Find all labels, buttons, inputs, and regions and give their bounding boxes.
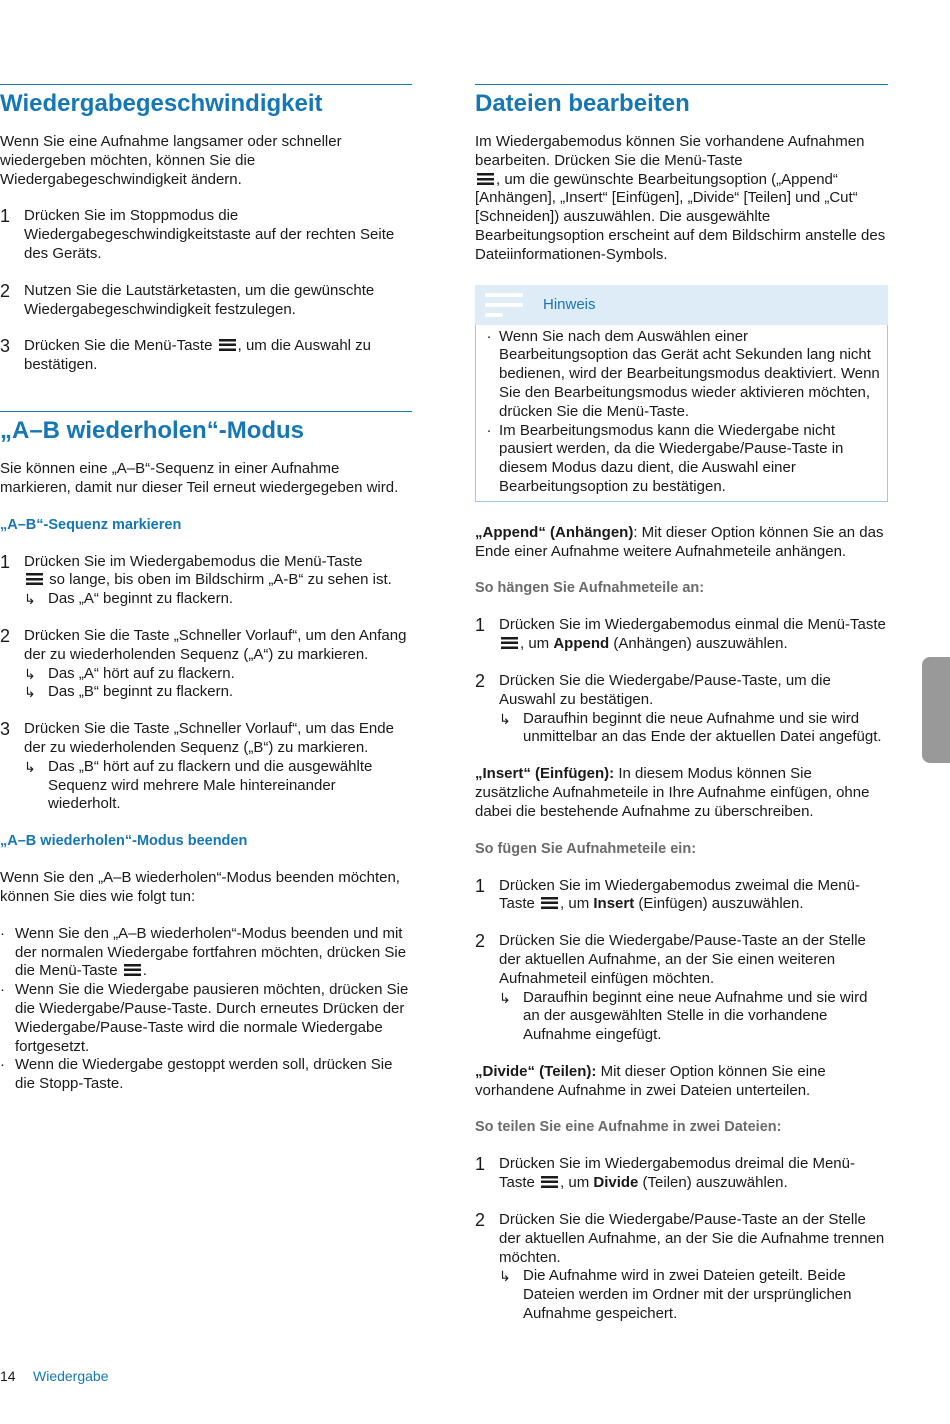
note-icon: [475, 285, 543, 325]
note-item-text: Im Bearbeitungsmodus kann die Wiedergabe nicht pausiert werden, da die Wiedergabe/Pause-Taste in diesem Modus dazu dient, die Auswahl einer Bearbeitungsoption zu bestätigen.: [499, 421, 844, 495]
step-text: Drücken Sie im Stoppmodus die Wiedergabegeschwindigkeitstaste auf der rechten Seite des Geräts.: [24, 207, 395, 262]
step: [0, 207, 412, 263]
step: [0, 553, 412, 609]
step: [475, 1211, 888, 1324]
step-number: 2: [475, 1210, 486, 1231]
result-text: Das „A“ hört auf zu flackern.: [48, 664, 235, 682]
insert-howto: So fügen Sie Aufnahmeteile ein:: [475, 840, 697, 857]
step-text: Nutzen Sie die Lautstärketasten, um die gewünschte Wiedergabegeschwindigkeit festzulegen.: [24, 281, 375, 318]
step-text: Drücken Sie die Taste „Schneller Vorlauf“, um das Ende der zu wiederholenden Sequenz („B“) zu markieren.: [24, 720, 394, 756]
step-text-part: Drücken Sie im Wiedergabemodus zweimal die Menü-Taste: [499, 876, 860, 913]
menu-icon: [124, 964, 141, 976]
step-text: Drücken Sie die Taste „Schneller Vorlauf“, um den Anfang der zu wiederholenden Sequenz („A“) zu markieren.: [24, 626, 407, 663]
step-text-part: (Einfügen) auszuwählen.: [634, 895, 804, 913]
note-item-text: Wenn Sie nach dem Auswählen einer Bearbeitungsoption das Gerät acht Sekunden lang nicht bedienen, wird der Bearbeitungsmodus deaktiviert. Wenn Sie den Bearbeitungsmodus wieder aktivieren möchten, drücken Sie die Menü-Taste.: [499, 327, 880, 420]
divide-label: „Divide“ (Teilen):: [475, 1062, 597, 1080]
step-number: 2: [475, 670, 486, 691]
section-rule: [0, 411, 412, 412]
step-number: 2: [0, 625, 11, 646]
page-footer: [0, 1368, 109, 1384]
step-text-part: , um die Auswahl zu bestätigen.: [24, 337, 372, 374]
step-text-part: , um: [560, 895, 594, 913]
step-text: Drücken Sie die Wiedergabe/Pause-Taste, um die Auswahl zu bestätigen.: [499, 671, 831, 708]
step-number: 3: [0, 336, 11, 357]
section-title-playback-speed: Wiedergabegeschwindigkeit: [0, 90, 323, 117]
append-desc-text: : Mit dieser Option können Sie an das Ende einer Aufnahme weitere Aufnahmeteile anhängen.: [475, 523, 884, 560]
note-item: · Wenn Sie nach dem Auswählen einer Bearbeitungsoption das Gerät acht Sekunden lang nicht bedienen, wird der Bearbeitungsmodus deaktiviert. Wenn Sie den Bearbeitungsmodus wieder aktivieren möchten, drücken Sie die Menü-Taste.: [486, 327, 880, 420]
divide-howto: So teilen Sie eine Aufnahme in zwei Dateien:: [475, 1119, 782, 1136]
result-text: Das „B“ beginnt zu flackern.: [48, 683, 234, 701]
step-text-part: so lange, bis oben im Bildschirm „A-B“ zu sehen ist.: [45, 571, 392, 589]
step-result: [499, 1267, 888, 1323]
step-number: 2: [0, 280, 11, 301]
step-result: [24, 683, 412, 702]
step-text-part: Drücken Sie im Wiedergabemodus die Menü-Taste: [24, 552, 363, 570]
step: [475, 672, 888, 747]
append-label: „Append“ (Anhängen): [475, 523, 634, 541]
list-item: · Wenn die Wiedergabe gestoppt werden soll, drücken Sie die Stopp-Taste.: [0, 1056, 412, 1094]
divide-desc-text: Mit dieser Option können Sie eine vorhandene Aufnahme in zwei Dateien unterteilen.: [475, 1062, 826, 1099]
step-result: [24, 665, 412, 684]
step-text: [24, 337, 412, 375]
step-text-part: (Teilen) auszuwählen.: [638, 1174, 788, 1192]
intro-text-part: , um die gewünschte Bearbeitungsoption („Append“ [Anhängen], „Insert“ [Einfügen], „Divide“ [Teilen] und „Cut“ [Schneiden]) auszuwählen. Die ausgewählte Bearbeitungsoption erscheint auf dem Bildschirm anstelle des Dateiinformationen-Symbols.: [475, 170, 886, 263]
step-text: Drücken Sie die Wiedergabe/Pause-Taste an der Stelle der aktuellen Aufnahme, an der Sie die Aufnahme trennen möchten.: [499, 1211, 885, 1266]
edit-files-intro: [475, 133, 888, 265]
step-option-name: Insert: [593, 895, 635, 913]
note-header: [475, 285, 888, 325]
list-item-text: Wenn Sie den „A–B wiederholen“-Modus beenden und mit der normalen Wiedergabe fortfahren möchten, drücken Sie die Menü-Taste: [15, 924, 407, 980]
step-text-part: , um: [560, 1174, 594, 1192]
result-arrow-icon: ↳: [24, 758, 36, 775]
right-column: [475, 84, 888, 1342]
exit-mode-intro: Wenn Sie den „A–B wiederholen“-Modus beenden möchten, können Sie dies wie folgt tun:: [0, 869, 400, 905]
step-result: [24, 590, 412, 609]
insert-desc-text: In diesem Modus können Sie zusätzliche Aufnahmeteile in Ihre Aufnahme einfügen, ohne dabei die bestehende Aufnahme zu überschreiben.: [475, 765, 870, 820]
step-number: 1: [0, 551, 11, 572]
list-item: · Wenn Sie die Wiedergabe pausieren möchten, drücken Sie die Wiedergabe/Pause-Taste. Durch erneutes Drücken der Wiedergabe/Pause-Taste wird die normale Wiedergabe fortgesetzt.: [0, 981, 412, 1056]
section-rule: [0, 84, 412, 85]
step-text-part: Drücken Sie die Menü-Taste: [24, 337, 213, 355]
step-text: [499, 616, 888, 654]
note-box: [475, 285, 888, 502]
step: [475, 1155, 888, 1193]
step: [475, 877, 888, 915]
menu-icon: [541, 1176, 558, 1188]
step-option-name: Divide: [593, 1174, 639, 1192]
step: [0, 627, 412, 702]
result-arrow-icon: ↳: [499, 710, 511, 727]
menu-icon: [541, 897, 558, 909]
step: [475, 616, 888, 654]
chapter-tab: [922, 657, 950, 763]
result-text: Die Aufnahme wird in zwei Dateien geteilt. Beide Dateien werden im Ordner mit der ursprünglichen Aufnahme gespeichert.: [523, 1267, 852, 1323]
note-title: Hinweis: [543, 296, 596, 314]
step-text: [24, 553, 412, 591]
insert-label: „Insert“ (Einfügen):: [475, 765, 615, 783]
step-text-part: Drücken Sie im Wiedergabemodus dreimal die Menü-Taste: [499, 1155, 855, 1192]
menu-icon: [477, 173, 494, 185]
result-arrow-icon: ↳: [499, 989, 511, 1006]
playback-speed-intro: Wenn Sie eine Aufnahme langsamer oder schneller wiedergeben möchten, können Sie die Wiedergabegeschwindigkeit ändern.: [0, 133, 342, 188]
result-text: Daraufhin beginnt eine neue Aufnahme und sie wird an der ausgewählten Stelle in die vorhandene Aufnahme eingefügt.: [523, 988, 868, 1044]
list-item: · Wenn Sie den „A–B wiederholen“-Modus beenden und mit der normalen Wiedergabe fortfahren möchten, drücken Sie die Menü-Taste .: [0, 924, 407, 980]
step-text: [499, 1155, 888, 1193]
note-item: · Im Bearbeitungsmodus kann die Wiedergabe nicht pausiert werden, da die Wiedergabe/Pause-Taste in diesem Modus dazu dient, die Auswahl einer Bearbeitungsoption zu bestätigen.: [479, 422, 881, 497]
divide-description: [475, 1063, 888, 1101]
footer-section: Wiedergabe: [33, 1368, 109, 1384]
step-number: 1: [475, 615, 486, 636]
step: [475, 932, 888, 1045]
result-text: Daraufhin beginnt die neue Aufnahme und sie wird unmittelbar an das Ende der aktuellen Datei angefügt.: [523, 709, 882, 746]
result-text: Das „B“ hört auf zu flackern und die ausgewählte Sequenz wird mehrere Male hintereinander wiederholt.: [48, 757, 373, 813]
step: [0, 720, 412, 814]
result-arrow-icon: ↳: [499, 1268, 511, 1285]
section-rule: [475, 84, 888, 85]
list-item-text: Wenn die Wiedergabe gestoppt werden soll, drücken Sie die Stopp-Taste.: [15, 1056, 393, 1093]
menu-icon: [501, 637, 518, 649]
step-text-part: (Anhängen) auszuwählen.: [609, 635, 788, 653]
menu-icon: [26, 573, 43, 585]
append-howto: So hängen Sie Aufnahmeteile an:: [475, 580, 705, 597]
insert-description: [475, 765, 888, 821]
step-text-part: , um: [520, 635, 554, 653]
step-text: Drücken Sie die Wiedergabe/Pause-Taste an der Stelle der aktuellen Aufnahme, an der Sie einen weiteren Aufnahmeteil einfügen möchten.: [499, 932, 866, 987]
result-arrow-icon: ↳: [24, 684, 36, 701]
step-text: [499, 877, 888, 915]
list-item-text: Wenn Sie die Wiedergabe pausieren möchten, drücken Sie die Wiedergabe/Pause-Taste. Durch erneutes Drücken der Wiedergabe/Pause-Taste wird die normale Wiedergabe fortgesetzt.: [15, 981, 409, 1055]
page-number: 14: [0, 1368, 16, 1384]
step-text-part: Drücken Sie im Wiedergabemodus einmal die Menü-Taste: [499, 616, 886, 634]
intro-text-part: Im Wiedergabemodus können Sie vorhandene Aufnahmen bearbeiten. Drücken Sie die Menü-Taste: [475, 133, 865, 169]
step-number: 1: [475, 1154, 486, 1175]
step-number: 2: [475, 931, 486, 952]
note-body: [475, 325, 888, 502]
list-item-text: .: [142, 962, 147, 980]
step: [0, 282, 412, 320]
menu-icon: [219, 339, 236, 351]
step-result: [24, 758, 412, 814]
section-title-ab-repeat: „A–B wiederholen“-Modus: [0, 416, 305, 444]
left-column: [0, 84, 412, 1094]
result-arrow-icon: ↳: [24, 591, 36, 608]
append-description: [475, 524, 888, 562]
section-title-edit-files: Dateien bearbeiten: [475, 90, 690, 117]
step-number: 1: [475, 875, 486, 896]
result-arrow-icon: ↳: [24, 665, 36, 682]
step: [0, 337, 412, 375]
subheading-exit-mode: „A–B wiederholen“-Modus beenden: [0, 833, 248, 850]
step-number: 3: [0, 719, 11, 740]
step-result: [499, 710, 888, 748]
result-text: Das „A“ beginnt zu flackern.: [48, 590, 234, 608]
step-number: 1: [0, 206, 11, 227]
exit-mode-list: [0, 925, 412, 1094]
step-option-name: Append: [553, 635, 610, 653]
ab-repeat-intro: Sie können eine „A–B“-Sequenz in einer Aufnahme markieren, damit nur dieser Teil erneut wiedergegeben wird.: [0, 459, 399, 496]
subheading-mark-sequence: „A–B“-Sequenz markieren: [0, 516, 182, 533]
step-result: [499, 989, 888, 1045]
